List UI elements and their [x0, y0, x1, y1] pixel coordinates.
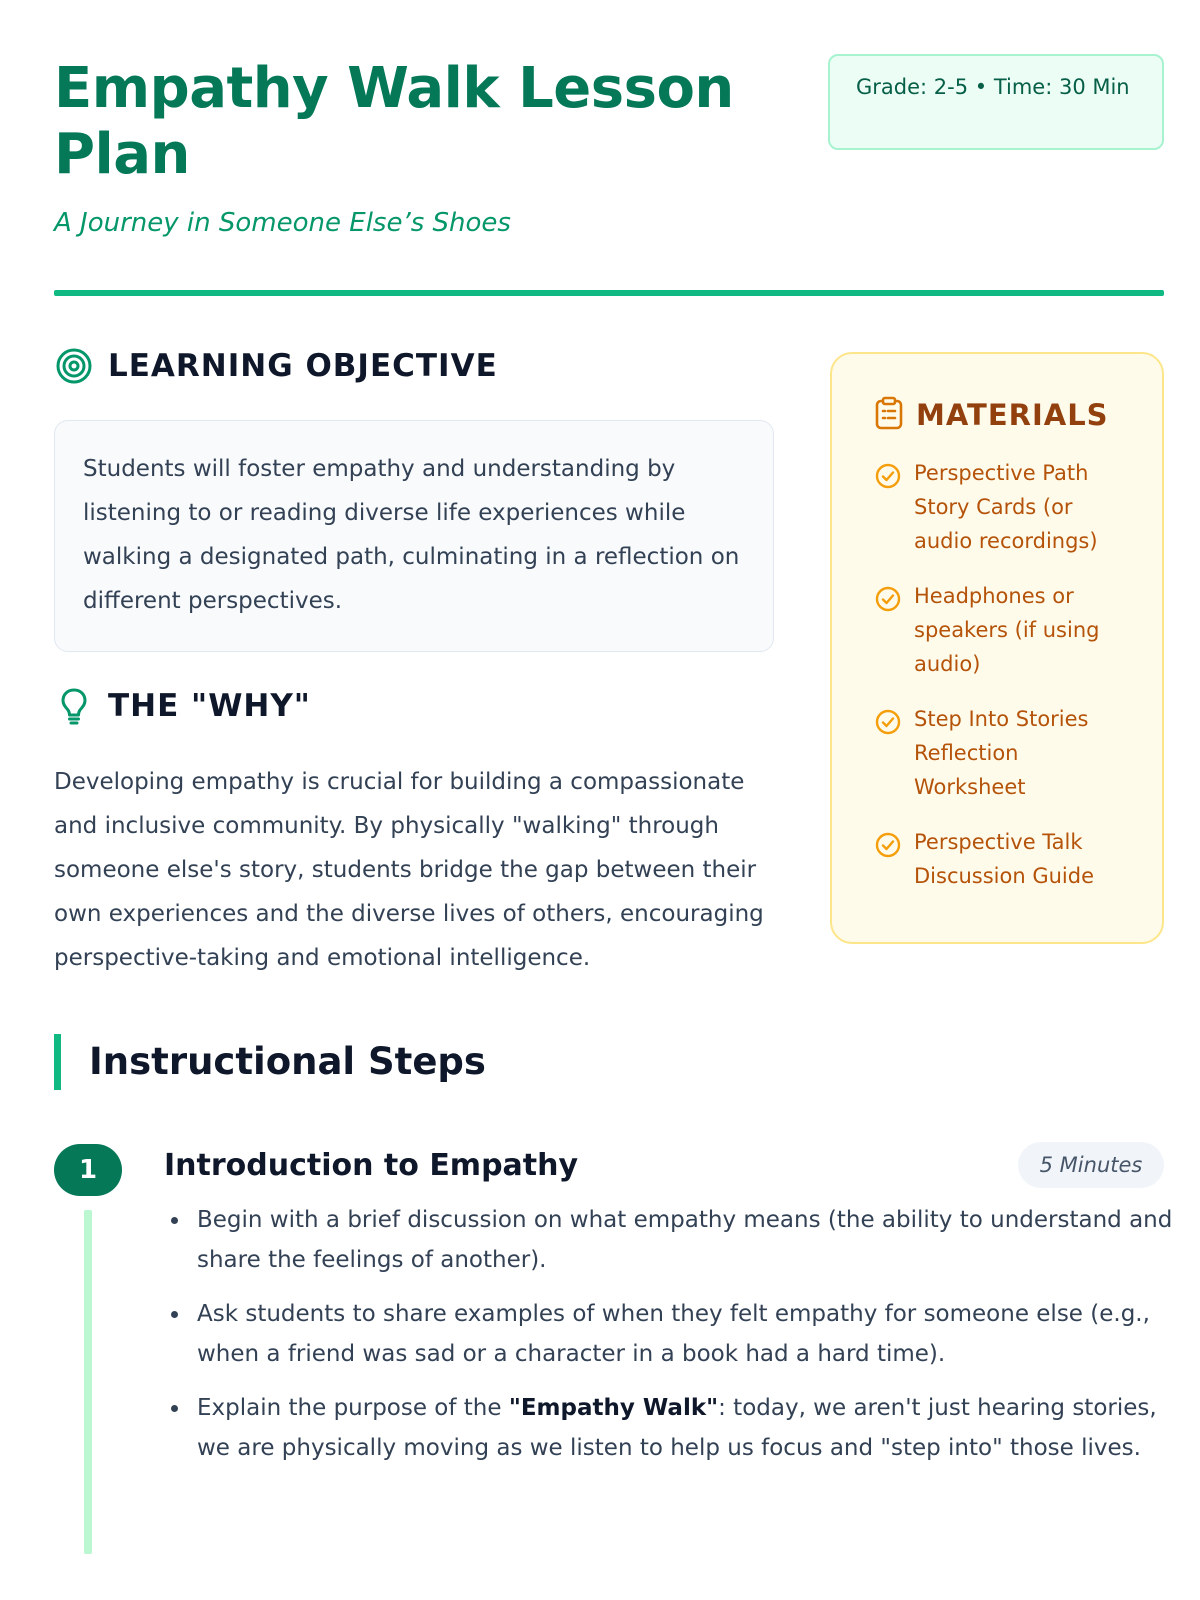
materials-item: [874, 579, 1128, 681]
materials-item-label: Perspective Talk Discussion Guide: [914, 830, 1095, 888]
materials-heading-label: MATERIALS: [916, 398, 1109, 432]
why-heading-label: THE "WHY": [108, 688, 311, 724]
target-icon: [54, 346, 94, 386]
objective-heading: [54, 346, 498, 386]
check-circle-icon: [874, 462, 902, 490]
step-bullet: [164, 1388, 1174, 1468]
why-heading: [54, 686, 311, 726]
objective-heading-label: LEARNING OBJECTIVE: [108, 348, 498, 384]
page-title: Empathy Walk Lesson Plan: [54, 56, 734, 187]
materials-heading: [874, 396, 1128, 434]
materials-item-label: Headphones or speakers (if using audio): [914, 584, 1100, 676]
header-divider: [54, 290, 1164, 296]
clipboard-icon: [874, 396, 904, 434]
why-text: Developing empathy is crucial for building a compassionate and inclusive community. By physically "walking" through someone else's story, students bridge the gap between their own experiences and the diverse lives of others, encouraging perspective-taking and emotional intelligence.: [54, 769, 764, 971]
materials-item-label: Step Into Stories Reflection Worksheet: [914, 707, 1089, 799]
check-circle-icon: [874, 585, 902, 613]
page-subtitle: A Journey in Someone Else’s Shoes: [54, 208, 511, 238]
materials-item: [874, 702, 1128, 804]
step-duration-badge: 5 Minutes: [1018, 1142, 1164, 1188]
grade-time-badge: Grade: 2-5 • Time: 30 Min: [828, 54, 1164, 150]
objective-box: Students will foster empathy and understanding by listening to or reading diverse life experiences while walking a designated path, culminating in a reflection on different perspectives.: [54, 420, 774, 652]
step-bullet-text: : today, we aren't just hearing stories, we are physically moving as we listen to help us focus and "step into" those lives.: [197, 1395, 1157, 1461]
materials-item: [874, 825, 1128, 893]
check-circle-icon: [874, 708, 902, 736]
step-bullet: Ask students to share examples of when they felt empathy for someone else (e.g., when a friend was sad or a character in a book had a hard time).: [164, 1294, 1174, 1374]
check-circle-icon: [874, 831, 902, 859]
header: [54, 50, 1164, 300]
step-title: Introduction to Empathy: [164, 1148, 579, 1183]
materials-item-label: Perspective Path Story Cards (or audio recordings): [914, 461, 1098, 553]
step-bullet-list: [164, 1200, 1174, 1482]
step-bullet-text: Explain the purpose of the: [197, 1395, 509, 1421]
materials-item: [874, 456, 1128, 558]
step-timeline-line: [84, 1210, 92, 1554]
steps-heading: Instructional Steps: [54, 1034, 486, 1090]
step-number-badge: 1: [54, 1144, 122, 1196]
step-bullet: Begin with a brief discussion on what empathy means (the ability to understand and share the feelings of another).: [164, 1200, 1174, 1280]
step-bullet-bold: "Empathy Walk": [508, 1395, 719, 1421]
materials-panel: [830, 352, 1164, 944]
lightbulb-icon: [54, 686, 94, 726]
